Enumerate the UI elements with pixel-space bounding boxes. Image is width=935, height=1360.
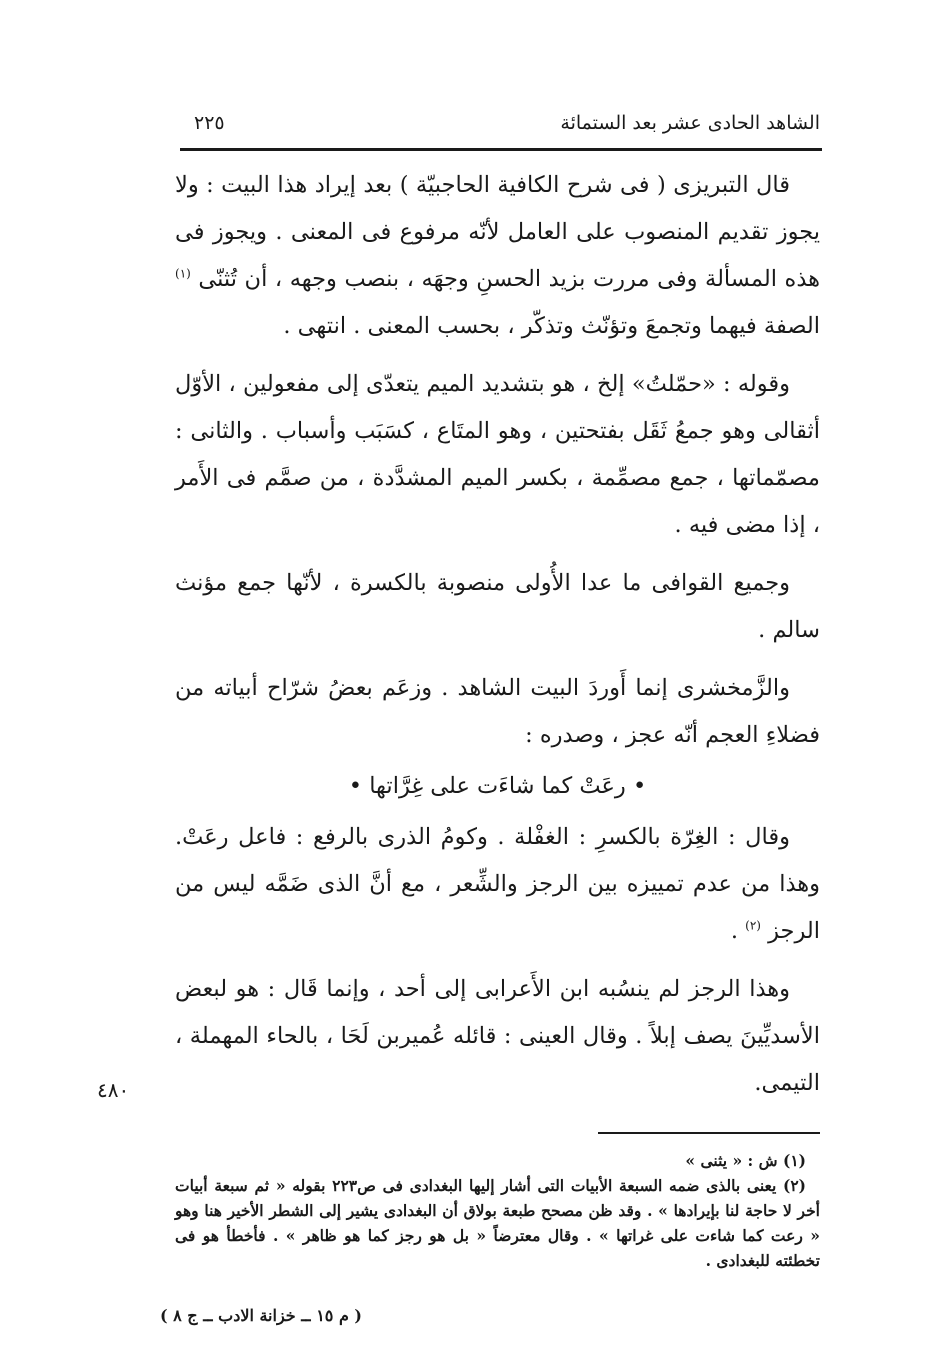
- paragraph-1-text: قال التبريزى ( فى شرح الكافية الحاجبيّة ) بعد إيراد هذا البيت : ولا يجوز تقديم المنصوب على العامل لأنّه مرفوع فى المعنى . ويجوز فى هذه المسألة وفى مررت بزيد الحسنِ وجهَه ، بنصب وجهه ، أن تُثنّى: [175, 172, 820, 292]
- running-header: [180, 112, 820, 148]
- paragraph-6: وهذا الرجز لم ينسُبه ابن الأَعرابى إلى أحد ، وإنما قَال : هو لبعض الأسديِّينَ يصف إبلاً . وقال العينى : قائله عُميربن لَحَا ، بالحاء المهملة ، التيمى.: [175, 976, 820, 1096]
- paragraph-5-text: وقال : الغِرّة بالكسرِ : الغفْلة . وكومُ الذرى بالرفع : فاعل رعَتْ. وهذا من عدم تمييزه بين الرجز والشِّعر ، مع أنَّ الذى ضَمَّه ليس من الرجز: [175, 824, 820, 944]
- page-number: ٢٢٥: [194, 112, 225, 134]
- running-title: الشاهد الحادى عشر بعد الستمائة: [560, 112, 820, 134]
- footnote-1: (١) ش : « يثنى »: [685, 1151, 806, 1170]
- footnote-ref-2[interactable]: (٢): [745, 918, 761, 933]
- paragraph-1: [175, 162, 820, 350]
- footnote-ref-1[interactable]: (١): [175, 266, 191, 281]
- paragraph-2: وقوله : «حمّلتُ» إلخ ، هو بتشديد الميم يتعدّى إلى مفعولين ، الأوّل أثقالى وهو جمعُ ثَقَل بفتحتين ، وهو المتَاع ، كسَبَب وأسباب . والثانى : مصمّماتها ، جمع مصمِّمة ، بكسر الميم المشدَّدة ، من صمَّم فى الأَمر ، إذا مضى فيه .: [175, 371, 820, 538]
- paragraph-4: والزَّمخشرى إنما أَوردَ البيت الشاهد . وزعَم بعضُ شرّاح أبياته من فضلاءِ العجم أنّه عجز ، وصدره :: [175, 675, 820, 748]
- paragraph-3: وجميع القوافى ما عدا الأُولى منصوبة بالكسرة ، لأنّها جمع مؤنث سالم .: [175, 570, 820, 643]
- margin-number: ٤٨٠: [97, 1078, 130, 1102]
- main-text: [175, 162, 820, 1107]
- footnote-rule: [598, 1132, 820, 1134]
- verse-line: • رعَتْ كما شاءَت على غِرَّاتها •: [348, 773, 647, 799]
- paragraph-5-end: .: [730, 918, 738, 944]
- signature-line: ( م ١٥ ــ خزانة الادب ــ ج ٨ ): [160, 1306, 362, 1325]
- header-rule: [180, 148, 822, 151]
- footnotes: [175, 1148, 820, 1273]
- footnote-2: (٢) يعنى بالذى ضمه السبعة الأبيات التى أشار إليها البغدادى فى ص٢٢٣ بقوله « ثم سبعة أبيات أخر لا حاجة لنا بإيرادها » . وقد ظن مصحح طبعة بولاق أن البغدادى يشير إلى الشطر الأخير هنا وهو « رعت كما شاءت على غراتها » . وقال معترضاً « بل هو رجز كما هو ظاهر » . فأخطأ هو فى تخطئته للبغدادى .: [175, 1176, 820, 1270]
- paragraph-1-end: الصفة فيهما وتجمعَ وتؤنّث وتذكّر ، بحسب المعنى . انتهى .: [283, 313, 820, 339]
- paragraph-5: [175, 814, 820, 955]
